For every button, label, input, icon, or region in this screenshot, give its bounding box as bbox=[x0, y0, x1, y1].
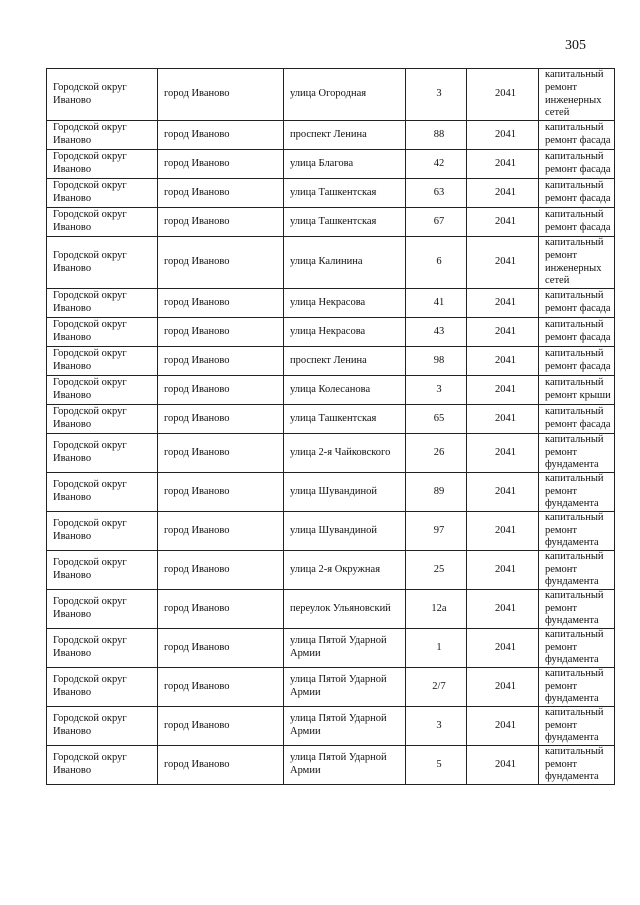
street-cell: улица Некрасова bbox=[284, 318, 406, 347]
city-cell: город Иваново bbox=[158, 434, 284, 473]
year-cell: 2041 bbox=[467, 69, 539, 121]
house-number-cell: 12а bbox=[406, 590, 467, 629]
street-cell: улица Огородная bbox=[284, 69, 406, 121]
district-cell: Городской округ Иваново bbox=[47, 347, 158, 376]
year-cell: 2041 bbox=[467, 668, 539, 707]
district-cell: Городской округ Иваново bbox=[47, 707, 158, 746]
street-cell: улица Пятой Ударной Армии bbox=[284, 746, 406, 785]
city-cell: город Иваново bbox=[158, 551, 284, 590]
year-cell: 2041 bbox=[467, 434, 539, 473]
table-row bbox=[47, 512, 615, 551]
work-type-cell: капитальный ремонт фундамента bbox=[539, 746, 615, 785]
work-type-cell: капитальный ремонт фундамента bbox=[539, 629, 615, 668]
year-cell: 2041 bbox=[467, 746, 539, 785]
year-cell: 2041 bbox=[467, 512, 539, 551]
year-cell: 2041 bbox=[467, 590, 539, 629]
house-number-cell: 2/7 bbox=[406, 668, 467, 707]
house-number-cell: 42 bbox=[406, 150, 467, 179]
work-type-cell: капитальный ремонт фундамента bbox=[539, 590, 615, 629]
house-number-cell: 97 bbox=[406, 512, 467, 551]
city-cell: город Иваново bbox=[158, 746, 284, 785]
work-type-cell: капитальный ремонт фундамента bbox=[539, 434, 615, 473]
house-number-cell: 63 bbox=[406, 179, 467, 208]
street-cell: улица Пятой Ударной Армии bbox=[284, 707, 406, 746]
district-cell: Городской округ Иваново bbox=[47, 208, 158, 237]
district-cell: Городской округ Иваново bbox=[47, 746, 158, 785]
year-cell: 2041 bbox=[467, 707, 539, 746]
district-cell: Городской округ Иваново bbox=[47, 179, 158, 208]
district-cell: Городской округ Иваново bbox=[47, 318, 158, 347]
street-cell: улица Ташкентская bbox=[284, 405, 406, 434]
work-type-cell: капитальный ремонт фундамента bbox=[539, 668, 615, 707]
city-cell: город Иваново bbox=[158, 473, 284, 512]
work-type-cell: капитальный ремонт фасада bbox=[539, 121, 615, 150]
street-cell: улица Некрасова bbox=[284, 289, 406, 318]
house-number-cell: 41 bbox=[406, 289, 467, 318]
year-cell: 2041 bbox=[467, 179, 539, 208]
city-cell: город Иваново bbox=[158, 318, 284, 347]
house-number-cell: 3 bbox=[406, 376, 467, 405]
house-number-cell: 65 bbox=[406, 405, 467, 434]
street-cell: улица Шувандиной bbox=[284, 512, 406, 551]
street-cell: улица Пятой Ударной Армии bbox=[284, 668, 406, 707]
city-cell: город Иваново bbox=[158, 237, 284, 289]
work-type-cell: капитальный ремонт фундамента bbox=[539, 551, 615, 590]
house-number-cell: 88 bbox=[406, 121, 467, 150]
year-cell: 2041 bbox=[467, 376, 539, 405]
street-cell: улица Калинина bbox=[284, 237, 406, 289]
city-cell: город Иваново bbox=[158, 629, 284, 668]
street-cell: улица Пятой Ударной Армии bbox=[284, 629, 406, 668]
year-cell: 2041 bbox=[467, 289, 539, 318]
table-row bbox=[47, 707, 615, 746]
street-cell: проспект Ленина bbox=[284, 347, 406, 376]
city-cell: город Иваново bbox=[158, 376, 284, 405]
table-row bbox=[47, 237, 615, 289]
repair-schedule-table bbox=[46, 68, 615, 785]
district-cell: Городской округ Иваново bbox=[47, 376, 158, 405]
street-cell: улица Шувандиной bbox=[284, 473, 406, 512]
year-cell: 2041 bbox=[467, 405, 539, 434]
district-cell: Городской округ Иваново bbox=[47, 121, 158, 150]
district-cell: Городской округ Иваново bbox=[47, 551, 158, 590]
house-number-cell: 3 bbox=[406, 707, 467, 746]
table-row bbox=[47, 376, 615, 405]
year-cell: 2041 bbox=[467, 347, 539, 376]
house-number-cell: 89 bbox=[406, 473, 467, 512]
work-type-cell: капитальный ремонт фасада bbox=[539, 347, 615, 376]
district-cell: Городской округ Иваново bbox=[47, 289, 158, 318]
house-number-cell: 26 bbox=[406, 434, 467, 473]
city-cell: город Иваново bbox=[158, 707, 284, 746]
district-cell: Городской округ Иваново bbox=[47, 237, 158, 289]
table-row bbox=[47, 629, 615, 668]
district-cell: Городской округ Иваново bbox=[47, 590, 158, 629]
table-row bbox=[47, 150, 615, 179]
year-cell: 2041 bbox=[467, 629, 539, 668]
house-number-cell: 3 bbox=[406, 69, 467, 121]
street-cell: переулок Ульяновский bbox=[284, 590, 406, 629]
year-cell: 2041 bbox=[467, 121, 539, 150]
district-cell: Городской округ Иваново bbox=[47, 668, 158, 707]
work-type-cell: капитальный ремонт фасада bbox=[539, 289, 615, 318]
street-cell: улица Ташкентская bbox=[284, 179, 406, 208]
district-cell: Городской округ Иваново bbox=[47, 473, 158, 512]
city-cell: город Иваново bbox=[158, 69, 284, 121]
table-row bbox=[47, 551, 615, 590]
city-cell: город Иваново bbox=[158, 668, 284, 707]
street-cell: улица 2-я Окружная bbox=[284, 551, 406, 590]
year-cell: 2041 bbox=[467, 551, 539, 590]
city-cell: город Иваново bbox=[158, 590, 284, 629]
work-type-cell: капитальный ремонт фасада bbox=[539, 318, 615, 347]
city-cell: город Иваново bbox=[158, 405, 284, 434]
work-type-cell: капитальный ремонт фасада bbox=[539, 150, 615, 179]
house-number-cell: 43 bbox=[406, 318, 467, 347]
city-cell: город Иваново bbox=[158, 179, 284, 208]
district-cell: Городской округ Иваново bbox=[47, 512, 158, 551]
year-cell: 2041 bbox=[467, 208, 539, 237]
district-cell: Городской округ Иваново bbox=[47, 629, 158, 668]
table-row bbox=[47, 434, 615, 473]
city-cell: город Иваново bbox=[158, 512, 284, 551]
house-number-cell: 98 bbox=[406, 347, 467, 376]
year-cell: 2041 bbox=[467, 150, 539, 179]
district-cell: Городской округ Иваново bbox=[47, 434, 158, 473]
street-cell: улица 2-я Чайковского bbox=[284, 434, 406, 473]
table-row bbox=[47, 289, 615, 318]
district-cell: Городской округ Иваново bbox=[47, 405, 158, 434]
table-row bbox=[47, 69, 615, 121]
street-cell: проспект Ленина bbox=[284, 121, 406, 150]
house-number-cell: 25 bbox=[406, 551, 467, 590]
work-type-cell: капитальный ремонт фундамента bbox=[539, 473, 615, 512]
house-number-cell: 6 bbox=[406, 237, 467, 289]
district-cell: Городской округ Иваново bbox=[47, 69, 158, 121]
street-cell: улица Колесанова bbox=[284, 376, 406, 405]
year-cell: 2041 bbox=[467, 318, 539, 347]
table-row bbox=[47, 318, 615, 347]
street-cell: улица Ташкентская bbox=[284, 208, 406, 237]
city-cell: город Иваново bbox=[158, 150, 284, 179]
work-type-cell: капитальный ремонт фасада bbox=[539, 405, 615, 434]
house-number-cell: 67 bbox=[406, 208, 467, 237]
year-cell: 2041 bbox=[467, 237, 539, 289]
street-cell: улица Благова bbox=[284, 150, 406, 179]
city-cell: город Иваново bbox=[158, 347, 284, 376]
table-row bbox=[47, 668, 615, 707]
page-number: 305 bbox=[565, 38, 586, 53]
table-row bbox=[47, 208, 615, 237]
table-row bbox=[47, 179, 615, 208]
work-type-cell: капитальный ремонт крыши bbox=[539, 376, 615, 405]
work-type-cell: капитальный ремонт инженерных сетей bbox=[539, 69, 615, 121]
table-row bbox=[47, 347, 615, 376]
work-type-cell: капитальный ремонт инженерных сетей bbox=[539, 237, 615, 289]
house-number-cell: 5 bbox=[406, 746, 467, 785]
city-cell: город Иваново bbox=[158, 208, 284, 237]
table-row bbox=[47, 746, 615, 785]
district-cell: Городской округ Иваново bbox=[47, 150, 158, 179]
work-type-cell: капитальный ремонт фундамента bbox=[539, 512, 615, 551]
table-row bbox=[47, 121, 615, 150]
house-number-cell: 1 bbox=[406, 629, 467, 668]
table-row bbox=[47, 405, 615, 434]
year-cell: 2041 bbox=[467, 473, 539, 512]
table-row bbox=[47, 590, 615, 629]
work-type-cell: капитальный ремонт фундамента bbox=[539, 707, 615, 746]
city-cell: город Иваново bbox=[158, 121, 284, 150]
table-row bbox=[47, 473, 615, 512]
work-type-cell: капитальный ремонт фасада bbox=[539, 208, 615, 237]
city-cell: город Иваново bbox=[158, 289, 284, 318]
work-type-cell: капитальный ремонт фасада bbox=[539, 179, 615, 208]
